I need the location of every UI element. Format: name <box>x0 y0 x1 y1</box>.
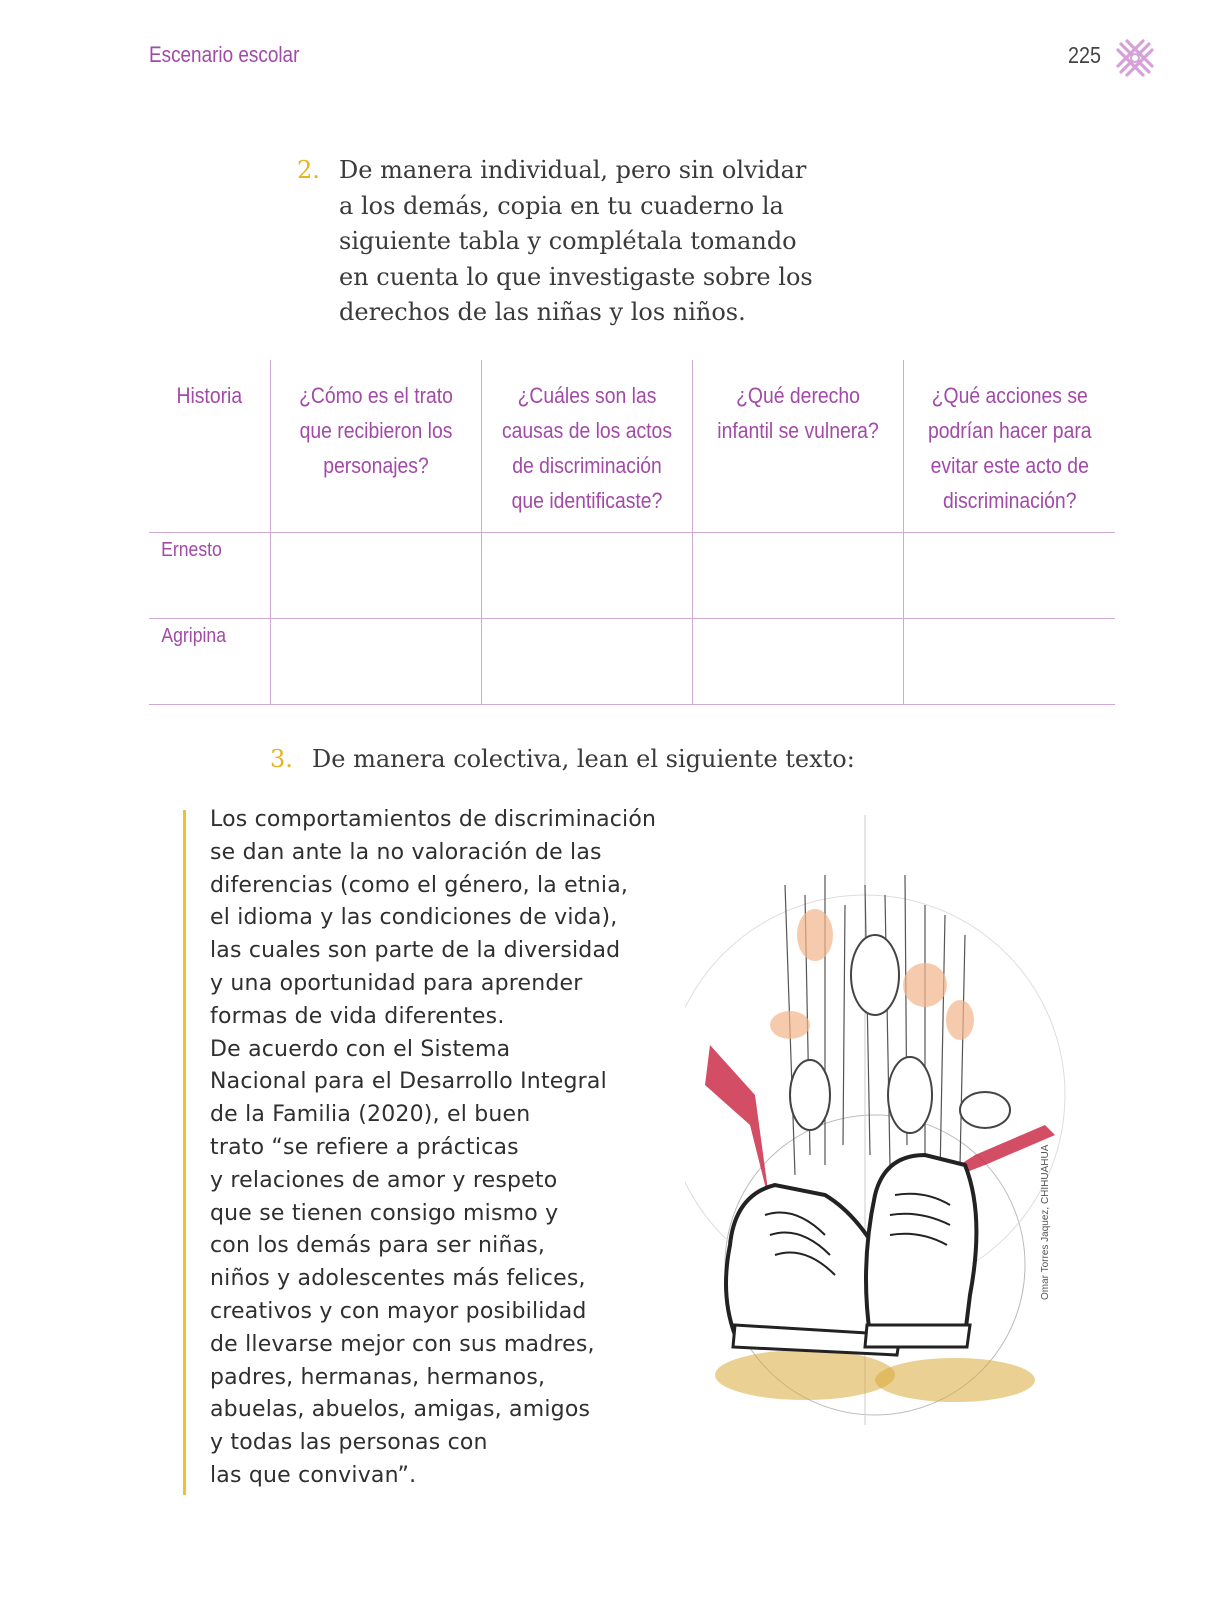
table-cell <box>270 618 481 704</box>
header-acciones: ¿Qué acciones se podrían hacer para evitar este acto de discriminación? <box>903 360 1115 532</box>
table-cell <box>481 618 692 704</box>
table-row <box>149 532 1115 618</box>
table-header-row <box>149 360 1115 532</box>
table-cell <box>903 618 1115 704</box>
table-cell <box>903 532 1115 618</box>
activity-instructions: De manera colectiva, lean el siguiente texto: <box>312 745 855 773</box>
sneakers-illustration <box>685 795 1085 1435</box>
activity-number: 3. <box>270 745 293 773</box>
page-number: 225 <box>1068 42 1102 68</box>
activity-instructions: De manera individual, pero sin olvidar a los demás, copia en tu cuaderno la siguiente tabla y complétala tomando en cuenta lo que investigaste sobre los derechos de las niñas y los niños. <box>339 156 813 326</box>
table-cell <box>692 618 903 704</box>
discrimination-table <box>149 360 1115 705</box>
reading-text: Los comportamientos de discriminación se dan ante la no valoración de las diferencias (como el género, la etnia, el idioma y las condiciones de vida), las cuales son parte de la diversidad y una oportunidad para aprender formas de vida diferentes. De acuerdo con el Sistema Nacional para el Desarrollo Integral de la Familia (2020), el buen trato “se refiere a prácticas y relaciones de amor y respeto que se tienen consigo mismo y con los demás para ser niñas, niños y adolescentes más felices, creativos y con mayor posibilidad de llevarse mejor con sus madres, padres, hermanas, hermanos, abuelas, abuelos, amigas, amigos y todas las personas con las que convivan”. <box>210 807 657 1488</box>
row-label-agripina: Agripina <box>149 618 270 704</box>
header-historia: Historia <box>149 360 270 532</box>
activity-number: 2. <box>297 156 320 184</box>
table-row <box>149 618 1115 704</box>
header-derecho: ¿Qué derecho infantil se vulnera? <box>692 360 903 532</box>
header-causas: ¿Cuáles son las causas de los actos de discriminación que identificaste? <box>481 360 692 532</box>
table-cell <box>270 532 481 618</box>
table-cell <box>692 532 903 618</box>
activity-3 <box>270 742 970 782</box>
table-cell <box>481 532 692 618</box>
activity-2 <box>297 153 857 333</box>
quote-bar <box>183 810 186 1495</box>
page-decoration-icon <box>1115 38 1155 78</box>
illustration-credit: Omar Torres Jaquez, CHIHUAHUA <box>1040 1144 1051 1300</box>
header-trato: ¿Cómo es el trato que recibieron los personajes? <box>270 360 481 532</box>
row-label-ernesto: Ernesto <box>149 532 270 618</box>
section-title: Escenario escolar <box>149 42 300 67</box>
